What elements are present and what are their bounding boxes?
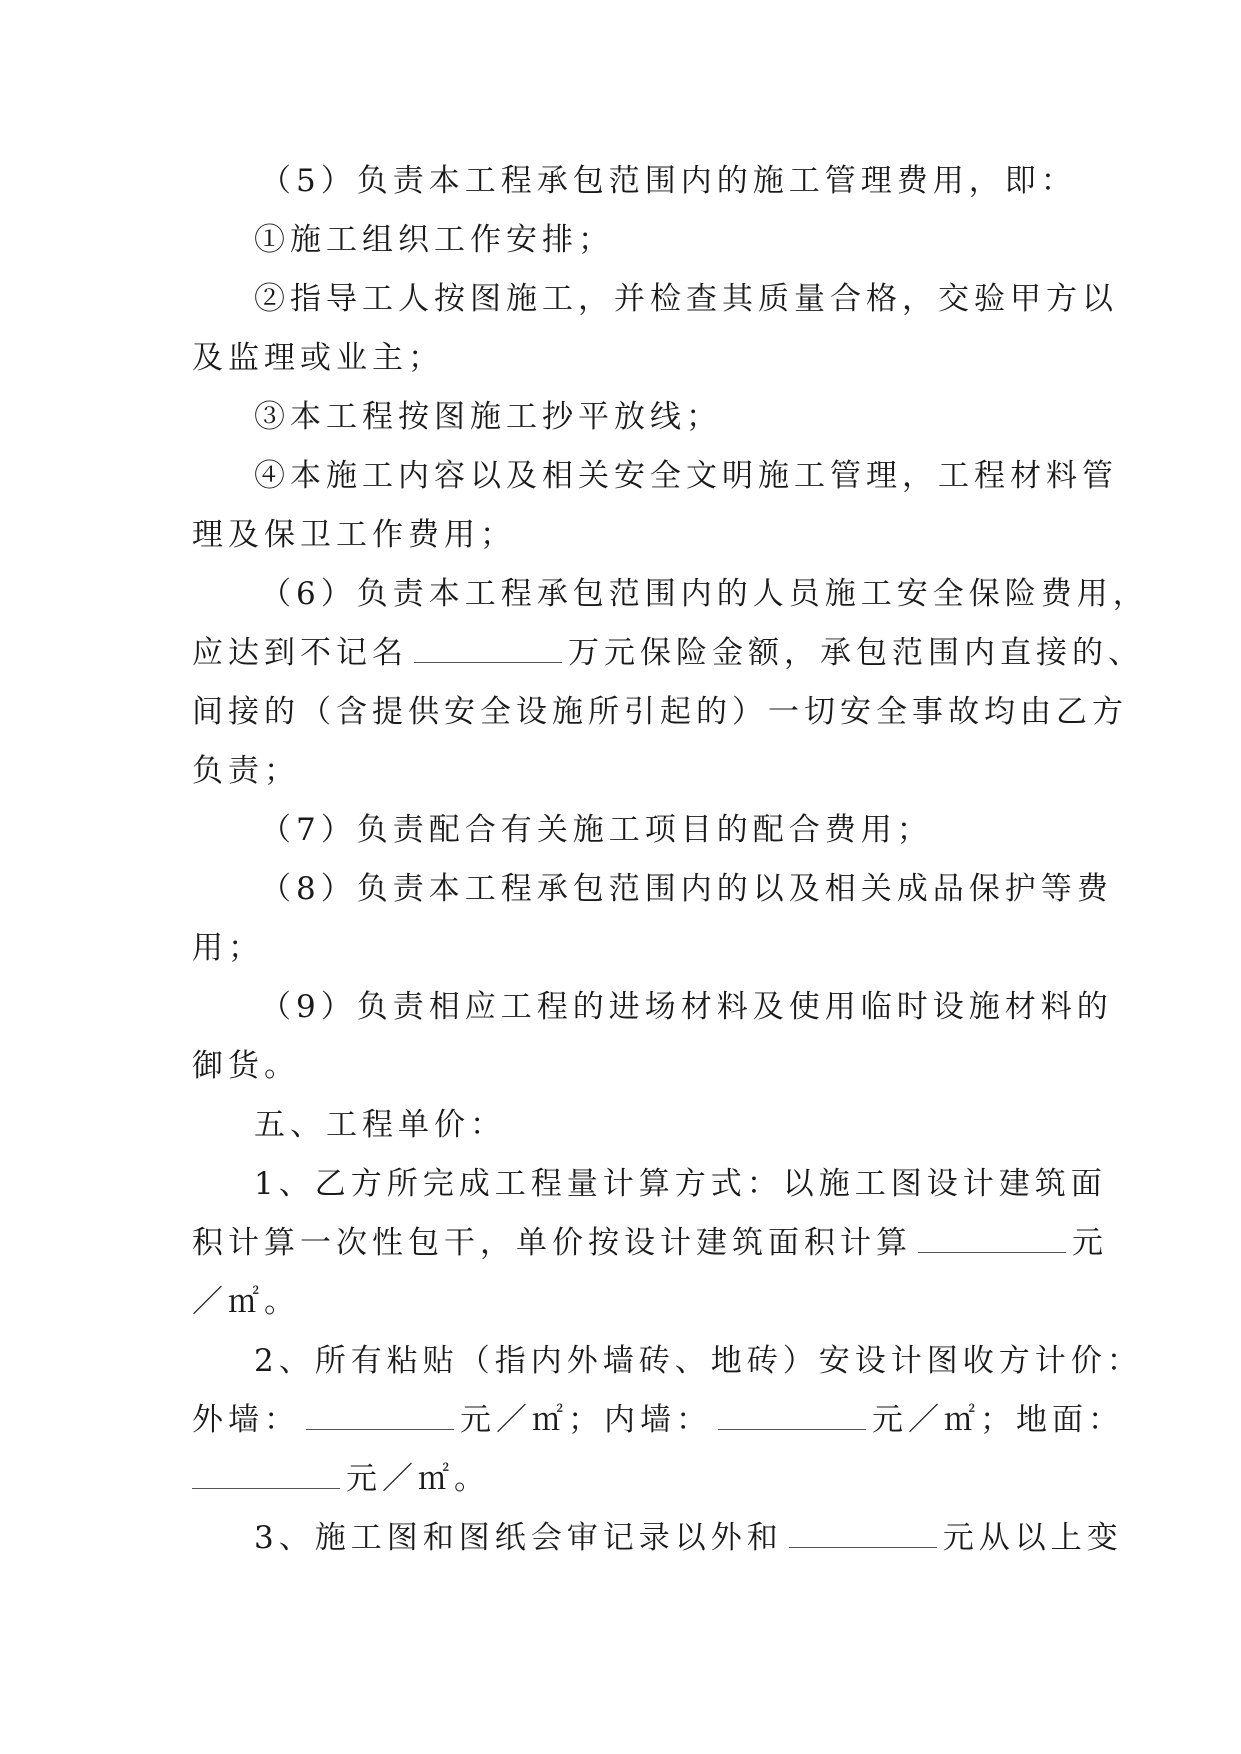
paragraph-line: 积计算一次性包干，单价按设计建筑面积计算 元	[192, 1214, 1052, 1273]
paragraph-line: （8）负责本工程承包范围内的以及相关成品保护等费	[260, 871, 1113, 907]
paragraph-line: ／㎡。	[192, 1284, 300, 1320]
fill-in-blank	[192, 1458, 340, 1489]
paragraph-line: 2、所有粘贴（指内外墙砖、地砖）安设计图收方计价：	[254, 1343, 1143, 1379]
paragraph-line: 3、施工图和图纸会审记录以外和 元从以上变	[192, 1509, 1052, 1568]
paragraph-line: （5）负责本工程承包范围内的施工管理费用，即：	[260, 163, 1077, 199]
paragraph-line: 御货。	[192, 1048, 300, 1084]
fill-in-blank	[414, 632, 562, 663]
paragraph-line: 应达到不记名 万元保险金额，承包范围内直接的、	[192, 624, 1052, 683]
paragraph-line: 用；	[192, 930, 264, 966]
paragraph-line: 理及保卫工作费用；	[192, 517, 516, 553]
fill-in-blank	[718, 1399, 866, 1430]
paragraph-line: 外墙： 元／㎡；内墙： 元／㎡；地面：	[192, 1391, 1052, 1450]
fill-in-blank	[918, 1222, 1066, 1253]
paragraph-line: ④本施工内容以及相关安全文明施工管理，工程材料管	[254, 458, 1118, 494]
paragraph-line: 负责；	[192, 753, 300, 789]
paragraph-line: 元／㎡。	[192, 1450, 1052, 1509]
paragraph-line: （9）负责相应工程的进场材料及使用临时设施材料的	[260, 989, 1113, 1025]
paragraph-line: （6）负责本工程承包范围内的人员施工安全保险费用，	[260, 576, 1149, 612]
fill-in-blank	[789, 1517, 937, 1548]
document-body	[192, 152, 1149, 1568]
paragraph-line: 及监理或业主；	[192, 340, 444, 376]
section-heading: 五、工程单价：	[254, 1107, 506, 1143]
fill-in-blank	[306, 1399, 454, 1430]
paragraph-line: ②指导工人按图施工，并检查其质量合格，交验甲方以	[254, 281, 1118, 317]
paragraph-line: 间接的（含提供安全设施所引起的）一切安全事故均由乙方	[192, 694, 1128, 730]
paragraph-line: 1、乙方所完成工程量计算方式：以施工图设计建筑面	[254, 1166, 1107, 1202]
paragraph-line: ③本工程按图施工抄平放线；	[254, 399, 722, 435]
paragraph-line: ①施工组织工作安排；	[254, 222, 614, 258]
paragraph-line: （7）负责配合有关施工项目的配合费用；	[260, 812, 933, 848]
